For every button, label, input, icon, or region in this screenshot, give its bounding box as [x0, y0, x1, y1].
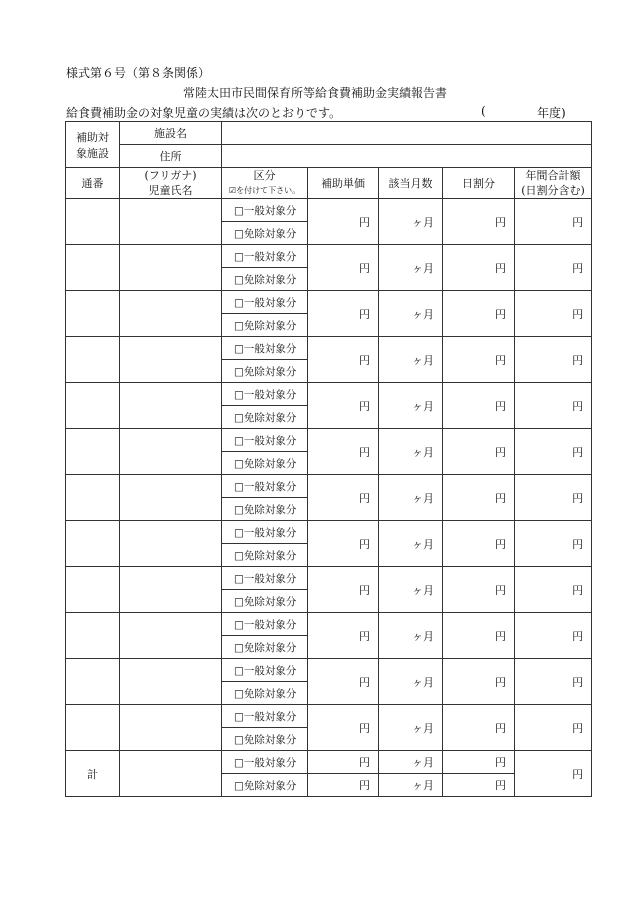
general-category-checkbox[interactable]: □一般対象分	[222, 567, 308, 590]
table-row	[66, 337, 592, 360]
child-name-cell[interactable]	[120, 613, 222, 659]
facility-name-label: 施設名	[120, 122, 222, 145]
table-row	[66, 245, 592, 268]
general-category-checkbox[interactable]: □一般対象分	[222, 475, 308, 498]
facility-label: 補助対 象施設	[66, 122, 120, 168]
form-number: 様式第６号（第８条関係）	[66, 66, 211, 80]
daily-cell[interactable]: 円	[443, 383, 515, 429]
col-months: 該当月数	[379, 168, 443, 199]
row-number-cell[interactable]	[66, 429, 120, 475]
child-name-cell[interactable]	[120, 705, 222, 751]
total-general-daily[interactable]: 円	[443, 751, 515, 774]
general-category-checkbox[interactable]: □一般対象分	[222, 429, 308, 452]
annual-total-cell[interactable]: 円	[515, 429, 592, 475]
year-label: 年度)	[537, 106, 566, 120]
row-number-cell[interactable]	[66, 567, 120, 613]
general-category-checkbox[interactable]: □一般対象分	[222, 659, 308, 682]
column-header-row	[66, 168, 592, 199]
annual-total-cell[interactable]: 円	[515, 567, 592, 613]
facility-address-field[interactable]	[222, 145, 592, 168]
general-category-checkbox[interactable]: □一般対象分	[222, 245, 308, 268]
daily-cell[interactable]: 円	[443, 659, 515, 705]
daily-cell[interactable]: 円	[443, 429, 515, 475]
daily-cell[interactable]: 円	[443, 199, 515, 245]
total-row	[66, 751, 592, 774]
total-general-unit-price[interactable]: 円	[308, 751, 379, 774]
months-cell[interactable]: ヶ月	[379, 199, 443, 245]
unit-price-cell[interactable]: 円	[308, 383, 379, 429]
exempt-category-checkbox[interactable]: □免除対象分	[222, 590, 308, 613]
months-cell[interactable]: ヶ月	[379, 475, 443, 521]
child-name-cell[interactable]	[120, 245, 222, 291]
total-name-cell	[120, 751, 222, 797]
row-number-cell[interactable]	[66, 337, 120, 383]
unit-price-cell[interactable]: 円	[308, 429, 379, 475]
unit-price-cell[interactable]: 円	[308, 475, 379, 521]
total-annual-cell[interactable]: 円	[515, 751, 592, 797]
daily-cell[interactable]: 円	[443, 567, 515, 613]
months-cell[interactable]: ヶ月	[379, 337, 443, 383]
row-number-cell[interactable]	[66, 383, 120, 429]
annual-total-cell[interactable]: 円	[515, 245, 592, 291]
general-category-checkbox[interactable]: □一般対象分	[222, 705, 308, 728]
total-exempt-unit-price[interactable]: 円	[308, 774, 379, 797]
general-category-checkbox[interactable]: □一般対象分	[222, 613, 308, 636]
row-number-cell[interactable]	[66, 613, 120, 659]
exempt-category-checkbox[interactable]: □免除対象分	[222, 314, 308, 337]
child-name-cell[interactable]	[120, 475, 222, 521]
daily-cell[interactable]: 円	[443, 705, 515, 751]
unit-price-cell[interactable]: 円	[308, 291, 379, 337]
daily-cell[interactable]: 円	[443, 245, 515, 291]
intro-text: 給食費補助金の対象児童の実績は次のとおりです。	[66, 106, 342, 120]
daily-cell[interactable]: 円	[443, 475, 515, 521]
child-name-cell[interactable]	[120, 659, 222, 705]
row-number-cell[interactable]	[66, 475, 120, 521]
months-cell[interactable]: ヶ月	[379, 659, 443, 705]
unit-price-cell[interactable]: 円	[308, 705, 379, 751]
table-row	[66, 291, 592, 314]
table-row	[66, 521, 592, 544]
general-category-checkbox[interactable]: □一般対象分	[222, 521, 308, 544]
unit-price-cell[interactable]: 円	[308, 567, 379, 613]
annual-total-cell[interactable]: 円	[515, 521, 592, 567]
total-label: 計	[66, 751, 120, 797]
total-general-category[interactable]: □一般対象分	[222, 751, 308, 774]
annual-total-cell[interactable]: 円	[515, 705, 592, 751]
months-cell[interactable]: ヶ月	[379, 383, 443, 429]
col-number: 通番	[66, 168, 120, 199]
months-cell[interactable]: ヶ月	[379, 567, 443, 613]
child-name-cell[interactable]	[120, 199, 222, 245]
table-row	[66, 705, 592, 728]
general-category-checkbox[interactable]: □一般対象分	[222, 291, 308, 314]
col-category: 区分 ☑を付けて下さい。	[222, 168, 308, 199]
unit-price-cell[interactable]: 円	[308, 613, 379, 659]
facility-address-label: 住所	[120, 145, 222, 168]
months-cell[interactable]: ヶ月	[379, 613, 443, 659]
exempt-category-checkbox[interactable]: □免除対象分	[222, 452, 308, 475]
facility-address-row	[66, 145, 592, 168]
exempt-category-checkbox[interactable]: □免除対象分	[222, 498, 308, 521]
unit-price-cell[interactable]: 円	[308, 659, 379, 705]
annual-total-cell[interactable]: 円	[515, 383, 592, 429]
child-name-cell[interactable]	[120, 429, 222, 475]
annual-total-cell[interactable]: 円	[515, 475, 592, 521]
table-row	[66, 475, 592, 498]
facility-name-field[interactable]	[222, 122, 592, 145]
daily-cell[interactable]: 円	[443, 291, 515, 337]
row-number-cell[interactable]	[66, 245, 120, 291]
months-cell[interactable]: ヶ月	[379, 705, 443, 751]
col-child-name: (フリガナ) 児童氏名	[120, 168, 222, 199]
child-name-cell[interactable]	[120, 567, 222, 613]
row-number-cell[interactable]	[66, 705, 120, 751]
months-cell[interactable]: ヶ月	[379, 291, 443, 337]
row-number-cell[interactable]	[66, 291, 120, 337]
unit-price-cell[interactable]: 円	[308, 245, 379, 291]
col-daily: 日割分	[443, 168, 515, 199]
exempt-category-checkbox[interactable]: □免除対象分	[222, 268, 308, 291]
exempt-category-checkbox[interactable]: □免除対象分	[222, 682, 308, 705]
table-row	[66, 199, 592, 222]
col-unit-price: 補助単価	[308, 168, 379, 199]
daily-cell[interactable]: 円	[443, 337, 515, 383]
general-category-checkbox[interactable]: □一般対象分	[222, 337, 308, 360]
annual-total-cell[interactable]: 円	[515, 613, 592, 659]
total-exempt-category[interactable]: □免除対象分	[222, 774, 308, 797]
months-cell[interactable]: ヶ月	[379, 429, 443, 475]
col-annual-total: 年間合計額 (日割分含む)	[515, 168, 592, 199]
daily-cell[interactable]: 円	[443, 521, 515, 567]
unit-price-cell[interactable]: 円	[308, 337, 379, 383]
months-cell[interactable]: ヶ月	[379, 245, 443, 291]
months-cell[interactable]: ヶ月	[379, 521, 443, 567]
annual-total-cell[interactable]: 円	[515, 199, 592, 245]
annual-total-cell[interactable]: 円	[515, 337, 592, 383]
total-general-months[interactable]: ヶ月	[379, 751, 443, 774]
table-row	[66, 659, 592, 682]
row-number-cell[interactable]	[66, 659, 120, 705]
table-row	[66, 567, 592, 590]
exempt-category-checkbox[interactable]: □免除対象分	[222, 406, 308, 429]
facility-name-row	[66, 122, 592, 145]
year-open-paren: (	[481, 104, 486, 118]
table-row	[66, 613, 592, 636]
form-title: 常陸太田市民間保育所等給食費補助金実績報告書	[182, 86, 447, 100]
exempt-category-checkbox[interactable]: □免除対象分	[222, 728, 308, 751]
daily-cell[interactable]: 円	[443, 613, 515, 659]
report-table	[65, 121, 592, 797]
annual-total-cell[interactable]: 円	[515, 291, 592, 337]
child-name-cell[interactable]	[120, 521, 222, 567]
exempt-category-checkbox[interactable]: □免除対象分	[222, 636, 308, 659]
exempt-category-checkbox[interactable]: □免除対象分	[222, 360, 308, 383]
row-number-cell[interactable]	[66, 521, 120, 567]
child-name-cell[interactable]	[120, 383, 222, 429]
table-row	[66, 429, 592, 452]
total-exempt-daily[interactable]: 円	[443, 774, 515, 797]
general-category-checkbox[interactable]: □一般対象分	[222, 383, 308, 406]
total-exempt-months[interactable]: ヶ月	[379, 774, 443, 797]
child-name-cell[interactable]	[120, 337, 222, 383]
unit-price-cell[interactable]: 円	[308, 521, 379, 567]
child-name-cell[interactable]	[120, 291, 222, 337]
table-row	[66, 383, 592, 406]
unit-price-cell[interactable]: 円	[308, 199, 379, 245]
exempt-category-checkbox[interactable]: □免除対象分	[222, 544, 308, 567]
row-number-cell[interactable]	[66, 199, 120, 245]
general-category-checkbox[interactable]: □一般対象分	[222, 199, 308, 222]
exempt-category-checkbox[interactable]: □免除対象分	[222, 222, 308, 245]
annual-total-cell[interactable]: 円	[515, 659, 592, 705]
